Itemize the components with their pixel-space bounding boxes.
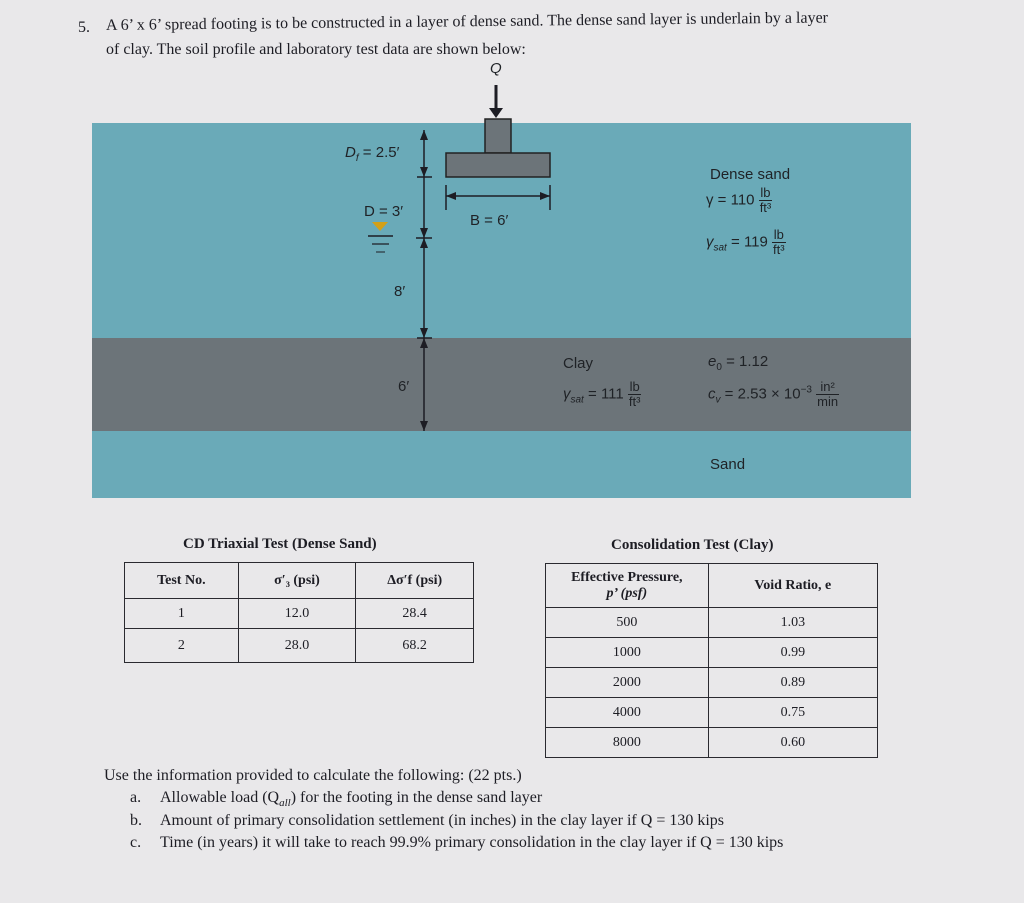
dense-sand-gamma-sat: $\gamma_{sat} = 119$ $\frac{lb}{\text{ft³}}$: [706, 227, 785, 257]
triaxial-title: CD Triaxial Test (Dense Sand): [183, 536, 377, 552]
consolidation-title: Consolidation Test (Clay): [611, 537, 774, 553]
problem-text-line1: A 6’ x 6’ spread footing is to be constructed in a layer of dense sand. The dense sand layer is underlain by a layer: [105, 9, 829, 34]
table-cell: 500: [546, 608, 709, 638]
table-cell: 1000: [546, 638, 709, 668]
sand-label: Sand: [710, 456, 746, 473]
table-cell: 4000: [546, 698, 709, 728]
table-cell: 12.0: [238, 599, 356, 629]
dense-sand-label: Dense sand: [710, 166, 791, 183]
clay-label: Clay: [563, 355, 594, 372]
load-arrowhead: [489, 108, 503, 118]
profile-dimensions: [0, 60, 1024, 510]
task-b-letter: b.: [130, 812, 142, 829]
task-a-letter: a.: [130, 789, 142, 806]
problem-text-line2: of clay. The soil profile and laboratory test data are shown below:: [106, 41, 526, 58]
load-label: Q: [490, 60, 502, 77]
table-cell: 2: [125, 629, 239, 663]
table-cell: 0.99: [708, 638, 877, 668]
consolidation-header-void: Void Ratio, e: [708, 564, 877, 608]
table-cell: 0.60: [708, 728, 877, 758]
footing-pad: [446, 153, 550, 177]
table-row: [546, 638, 878, 668]
task-a-text: Allowable load $(Q_{all})$ for the footing in the dense sand layer: [160, 789, 543, 810]
df-label: $D_f = 2.5'$: [345, 144, 400, 164]
clay-gamma-sat: $\gamma_{sat} = 111$ $\frac{lb}{\text{ft³}}$: [563, 379, 641, 409]
table-cell: 68.2: [356, 629, 474, 663]
table-row: [546, 668, 878, 698]
table-row: [125, 629, 474, 663]
clay-e0: $e_0 = 1.12$: [708, 353, 769, 373]
table-cell: 28.4: [356, 599, 474, 629]
b-label: B = 6′: [470, 212, 509, 229]
dense-sand-gamma: γ = 110 $\frac{lb}{\text{ft³}}$: [706, 185, 772, 215]
task-c-letter: c.: [130, 834, 142, 851]
d-label: D = 3′: [364, 203, 404, 220]
table-cell: 28.0: [238, 629, 356, 663]
tasks-intro: Use the information provided to calculate the following: (22 pts.): [104, 767, 522, 784]
table-row: [546, 698, 878, 728]
table-cell: 0.75: [708, 698, 877, 728]
consolidation-header-pressure: Effective Pressure, p’ (psf): [546, 564, 709, 608]
table-row: [546, 608, 878, 638]
triaxial-table: [124, 562, 474, 663]
consolidation-table: [545, 563, 878, 758]
triaxial-header-sigma3: σ′₃ (psi): [238, 563, 356, 599]
six-ft-label: 6′: [398, 378, 410, 395]
triaxial-header-test: Test No.: [125, 563, 239, 599]
table-cell: 1.03: [708, 608, 877, 638]
clay-cv: $c_v = 2.53 \times 10^{-3}$ $\frac{\text{in²}}{\min}$: [708, 379, 839, 409]
task-b-text: Amount of primary consolidation settlement (in inches) in the clay layer if Q = 130 kips: [160, 812, 725, 829]
soil-profile-diagram: [0, 60, 1024, 510]
table-cell: 2000: [546, 668, 709, 698]
triaxial-header-dsigma: Δσ′f (psi): [356, 563, 474, 599]
table-cell: 8000: [546, 728, 709, 758]
task-c-text: Time (in years) it will take to reach 99.9% primary consolidation in the clay layer if Q = 130 kips: [160, 834, 784, 851]
table-row: [546, 728, 878, 758]
problem-number: 5.: [78, 19, 90, 36]
table-cell: 0.89: [708, 668, 877, 698]
eight-ft-label: 8′: [394, 283, 406, 300]
table-row: [125, 599, 474, 629]
footing-column: [485, 119, 511, 153]
table-cell: 1: [125, 599, 239, 629]
water-table-icon: [372, 222, 388, 231]
